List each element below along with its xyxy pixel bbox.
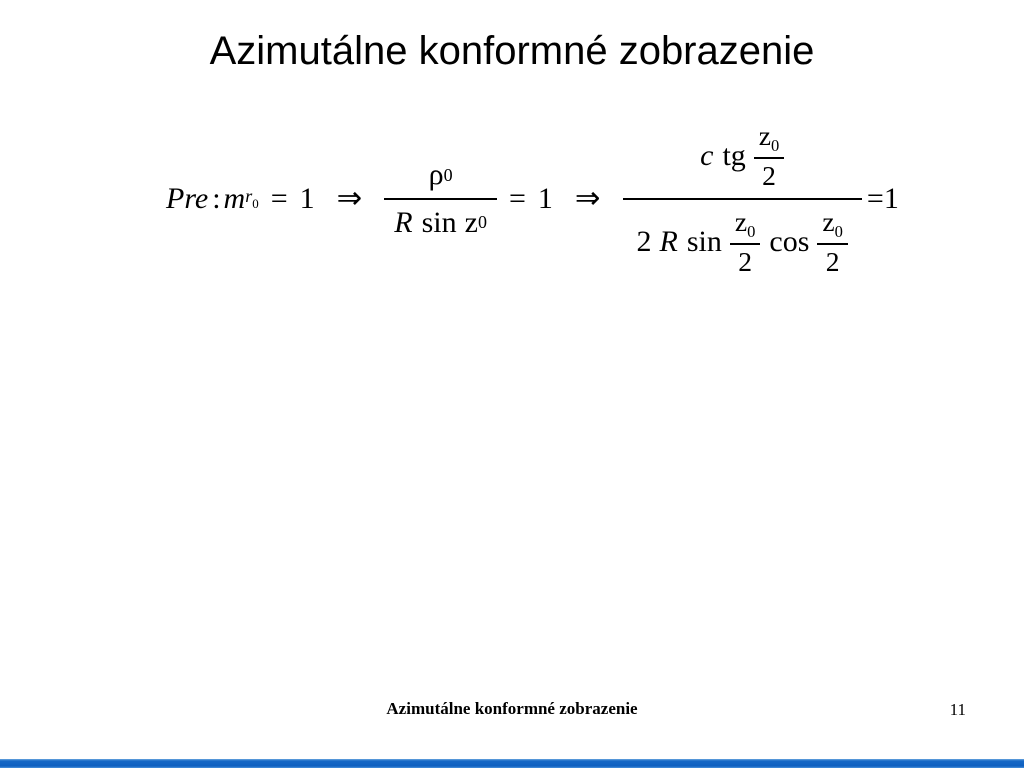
rho-subscript-0: 0 <box>443 164 453 185</box>
z-subscript-0: 0 <box>477 212 487 233</box>
tg-function: tg <box>722 138 746 172</box>
z-variable: z <box>822 206 835 237</box>
inner-frac-numerator <box>730 208 761 243</box>
formula-one-3: 1 <box>883 181 899 215</box>
formula-equals-1: = <box>270 181 288 215</box>
z-subscript-0: 0 <box>747 221 756 241</box>
two-coefficient: 2 <box>636 224 652 258</box>
fraction-ctg-over-2rsincos <box>623 122 862 276</box>
inner-frac-numerator <box>817 208 848 243</box>
inner-frac-numerator <box>754 122 785 157</box>
footer-title: Azimutálne konformné zobrazenie <box>386 699 638 718</box>
formula-block <box>166 108 899 290</box>
fraction-rho-numerator <box>419 158 463 198</box>
sin-function: sin <box>686 224 722 258</box>
inner-frac-denominator: 2 <box>754 157 785 190</box>
cos-function: cos <box>769 224 810 258</box>
implies-arrow-2: ⇒ <box>574 181 601 216</box>
z-subscript-0: 0 <box>771 135 780 155</box>
formula-one-1: 1 <box>299 181 315 215</box>
formula-m-subsubscript-0: 0 <box>252 195 259 211</box>
inner-frac-denominator: 2 <box>730 243 761 276</box>
inner-fraction-z0-over-2-cos <box>817 208 848 276</box>
bottom-accent-bar <box>0 759 1024 768</box>
R-variable: R <box>394 205 413 239</box>
inner-fraction-z0-over-2-num <box>754 122 785 190</box>
R-variable: R <box>659 224 678 258</box>
big-fraction-denominator <box>623 198 862 276</box>
big-fraction-numerator <box>686 122 798 198</box>
rho-symbol: ρ <box>428 158 444 191</box>
sin-function: sin <box>421 205 457 239</box>
z-subscript-0: 0 <box>834 221 843 241</box>
z-variable: z <box>464 205 478 239</box>
formula-m-variable: m <box>223 181 246 215</box>
formula-colon: : <box>212 181 221 215</box>
formula-m-subscript-r: r <box>245 186 253 207</box>
c-variable: c <box>700 138 714 172</box>
implies-arrow-1: ⇒ <box>336 181 363 216</box>
page-number: 11 <box>949 700 966 719</box>
inner-fraction-z0-over-2-sin <box>730 208 761 276</box>
inner-frac-denominator: 2 <box>817 243 848 276</box>
formula-m-subscript <box>245 186 259 212</box>
slide-title: Azimutálne konformné zobrazenie <box>209 29 815 73</box>
z-variable: z <box>758 120 772 152</box>
formula-equals-3: = <box>866 181 884 215</box>
formula-one-2: 1 <box>537 181 553 215</box>
fraction-rho-over-rsinz <box>384 158 497 240</box>
fraction-rho-denominator <box>384 198 497 241</box>
z-variable: z <box>734 206 748 237</box>
formula-equals-2: = <box>508 181 526 215</box>
formula-pre-label: Pre <box>166 181 209 215</box>
